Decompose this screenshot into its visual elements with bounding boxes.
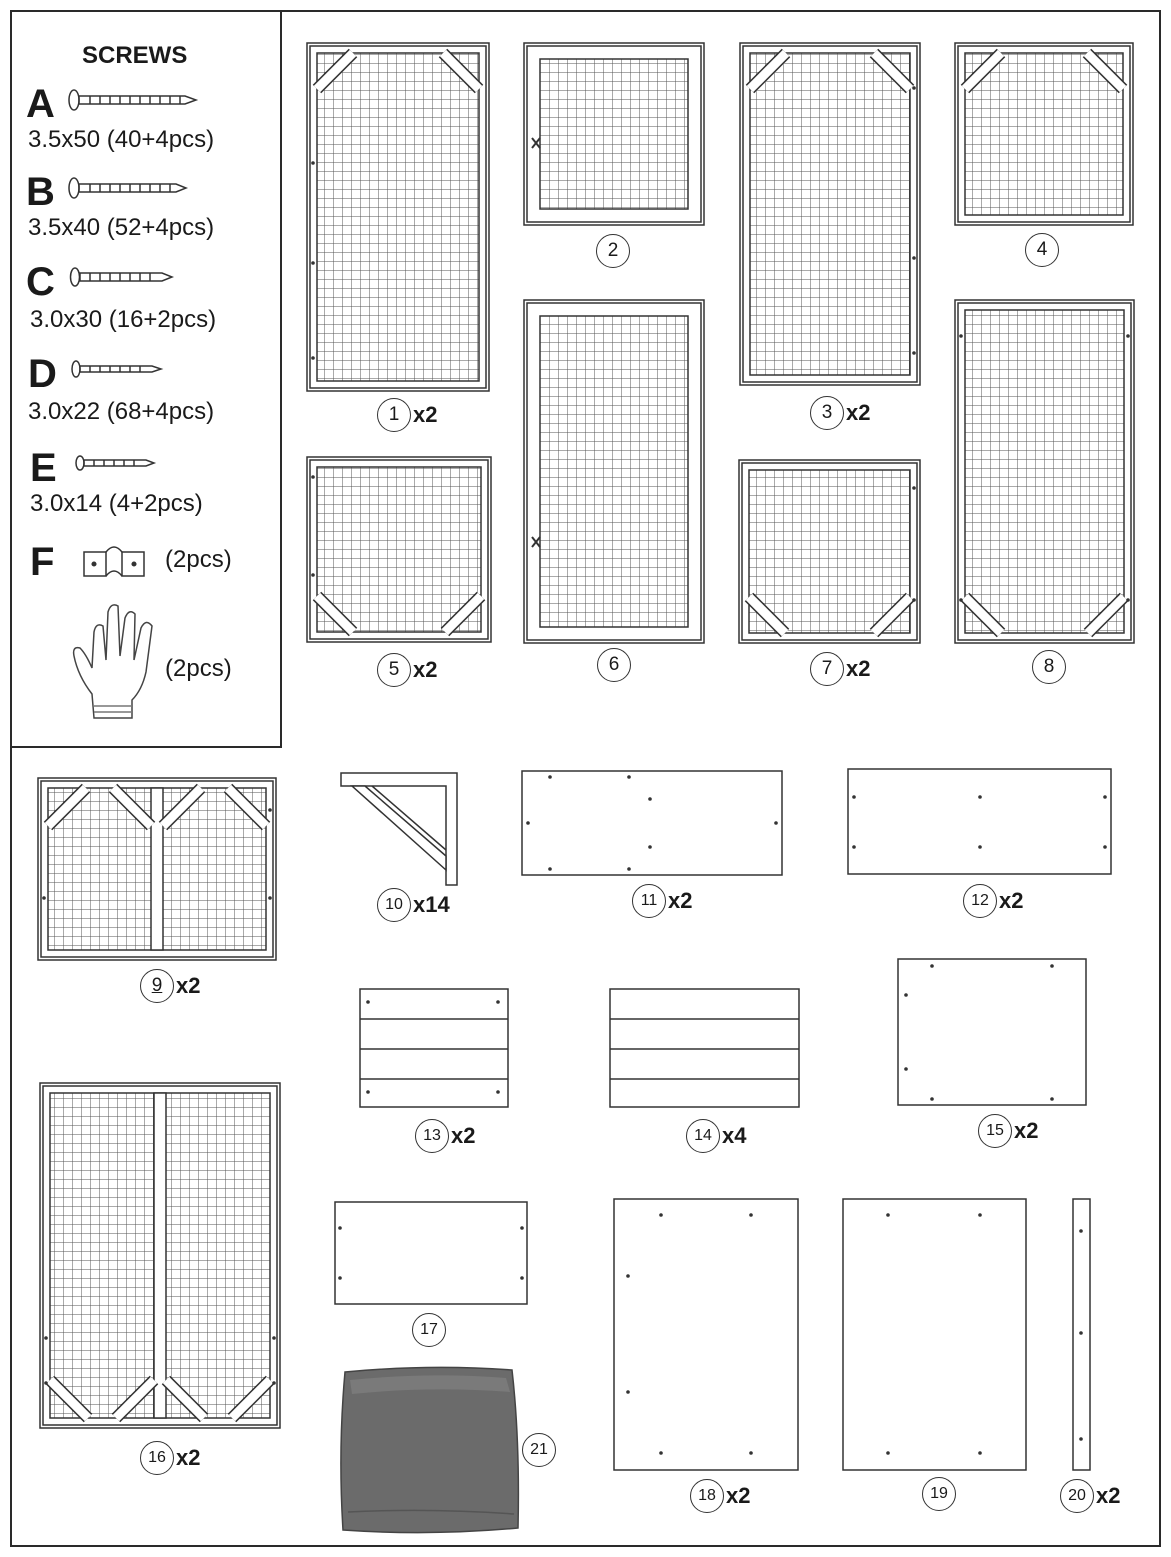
part-6-label — [597, 648, 633, 682]
part-14-label — [686, 1119, 746, 1153]
part-10-label — [377, 888, 450, 922]
part-13-label — [415, 1119, 475, 1153]
screw-e-letter: E — [30, 446, 57, 490]
screw-c-spec: 3.0x30 (16+2pcs) — [30, 306, 217, 333]
part-11-mult: x2 — [668, 888, 693, 913]
screw-a-spec: 3.5x50 (40+4pcs) — [28, 126, 215, 153]
part-4-number: 4 — [1025, 233, 1059, 267]
part-2-label — [596, 234, 632, 268]
part-21-label — [522, 1433, 558, 1467]
part-5-mult: x2 — [413, 657, 438, 682]
screw-c-letter: C — [26, 260, 55, 304]
part-8-label — [1032, 650, 1068, 684]
part-18-label — [690, 1479, 750, 1513]
part-16-number: 16 — [140, 1441, 174, 1475]
board-17-drawing — [335, 1202, 527, 1304]
post-20-drawing — [1073, 1199, 1090, 1470]
part-10-mult: x14 — [413, 892, 450, 917]
panel-1-drawing — [307, 43, 489, 391]
board-18-drawing — [614, 1199, 798, 1470]
part-9-mult: x2 — [176, 973, 201, 998]
part-15-mult: x2 — [1014, 1118, 1039, 1143]
part-1-number: 1 — [377, 398, 411, 432]
panel-2-drawing — [524, 43, 704, 225]
part-3-label — [810, 396, 870, 430]
part-11-label — [632, 884, 692, 918]
part-12-mult: x2 — [999, 888, 1024, 913]
panel-3-drawing — [740, 43, 920, 385]
part-20-label — [1060, 1479, 1120, 1513]
screws-title: SCREWS — [82, 42, 188, 69]
part-4-label — [1025, 233, 1061, 267]
part-10-number: 10 — [377, 888, 411, 922]
bracket-10-drawing — [341, 773, 457, 885]
part-7-label — [810, 652, 870, 686]
board-19-drawing — [843, 1199, 1026, 1470]
part-18-mult: x2 — [726, 1483, 751, 1508]
part-16-label — [140, 1441, 200, 1475]
part-19-number: 19 — [922, 1477, 956, 1511]
part-15-number: 15 — [978, 1114, 1012, 1148]
screw-b-spec: 3.5x40 (52+4pcs) — [28, 214, 215, 241]
part-6-number: 6 — [597, 648, 631, 682]
part-20-mult: x2 — [1096, 1483, 1121, 1508]
part-17-number: 17 — [412, 1313, 446, 1347]
part-19-label — [922, 1477, 958, 1511]
part-12-label — [963, 884, 1023, 918]
hinge-qty: (2pcs) — [165, 546, 232, 573]
panel-9-drawing — [38, 778, 276, 960]
board-11-drawing — [522, 771, 782, 875]
part-2-number: 2 — [596, 234, 630, 268]
board-15-drawing — [898, 959, 1086, 1105]
screw-d-spec: 3.0x22 (68+4pcs) — [28, 398, 215, 425]
part-3-number: 3 — [810, 396, 844, 430]
screw-e-spec: 3.0x14 (4+2pcs) — [30, 490, 203, 517]
panel-6-drawing — [524, 300, 704, 643]
panel-8-drawing — [955, 300, 1134, 643]
part-3-mult: x2 — [846, 400, 871, 425]
board-13-drawing — [360, 989, 508, 1107]
part-14-mult: x4 — [722, 1123, 747, 1148]
cover-21-drawing — [341, 1367, 518, 1532]
part-7-mult: x2 — [846, 656, 871, 681]
board-14-drawing — [610, 989, 799, 1107]
part-5-label — [377, 653, 437, 687]
panel-16-drawing — [40, 1083, 280, 1428]
panel-4-drawing — [955, 43, 1133, 225]
part-18-number: 18 — [690, 1479, 724, 1513]
part-9-number: 9 — [140, 969, 174, 1003]
hinge-letter: F — [30, 540, 55, 584]
panel-7-drawing — [739, 460, 920, 643]
part-16-mult: x2 — [176, 1445, 201, 1470]
part-13-number: 13 — [415, 1119, 449, 1153]
part-7-number: 7 — [810, 652, 844, 686]
part-1-label — [377, 398, 437, 432]
part-14-number: 14 — [686, 1119, 720, 1153]
part-13-mult: x2 — [451, 1123, 476, 1148]
board-12-drawing — [848, 769, 1111, 874]
part-20-number: 20 — [1060, 1479, 1094, 1513]
part-15-label — [978, 1114, 1038, 1148]
screw-d-letter: D — [28, 352, 57, 396]
part-17-label — [412, 1313, 448, 1347]
glove-qty: (2pcs) — [165, 655, 232, 682]
part-12-number: 12 — [963, 884, 997, 918]
panel-5-drawing — [307, 457, 491, 642]
part-11-number: 11 — [632, 884, 666, 918]
screw-b-letter: B — [26, 170, 55, 214]
screw-a-letter: A — [26, 82, 55, 126]
part-5-number: 5 — [377, 653, 411, 687]
part-8-number: 8 — [1032, 650, 1066, 684]
part-21-number: 21 — [522, 1433, 556, 1467]
part-9-label — [140, 969, 200, 1003]
part-1-mult: x2 — [413, 402, 438, 427]
